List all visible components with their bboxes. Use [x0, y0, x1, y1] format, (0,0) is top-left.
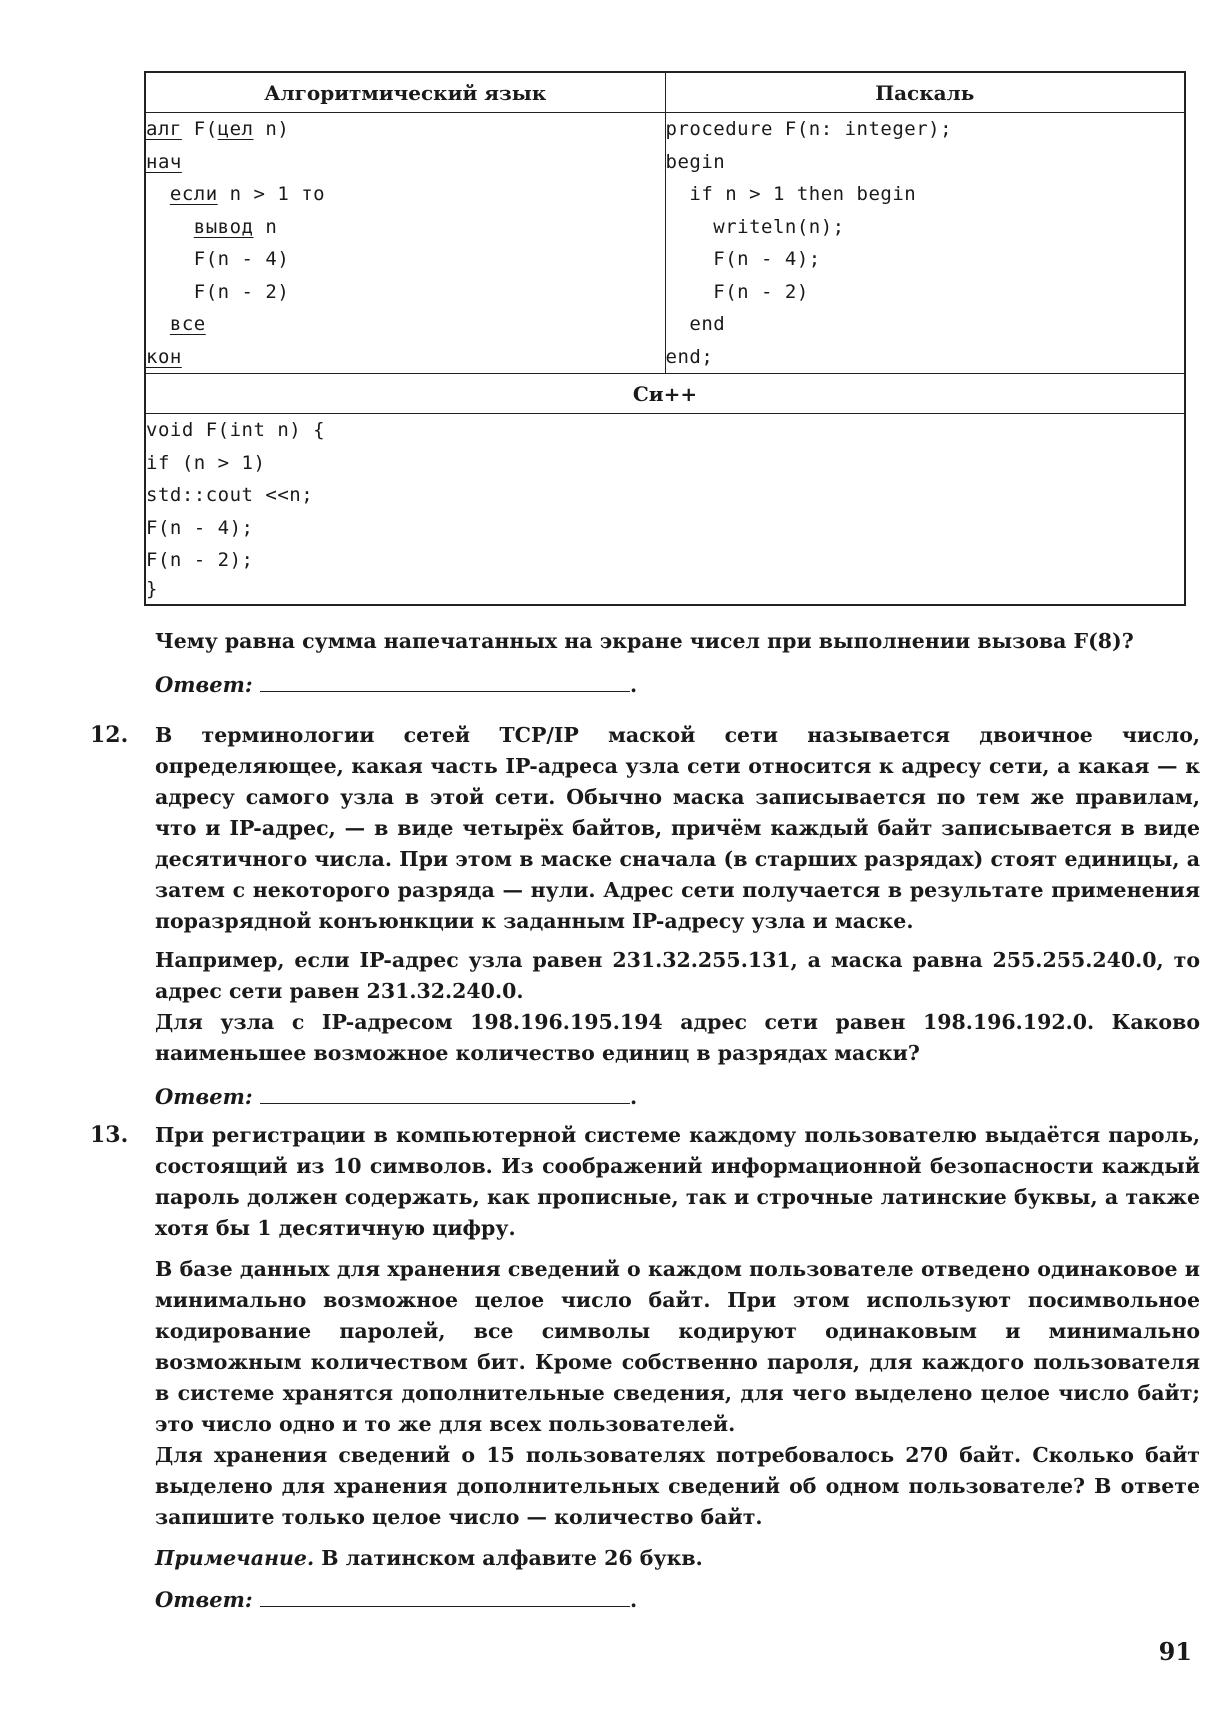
cpp-line: } — [146, 577, 158, 600]
task13-block — [155, 1120, 1200, 1616]
header-cpp: Си++ — [145, 374, 1185, 414]
task13-paragraph: В базе данных для хранения сведений о каждом пользователе отведено одинаковое и минимально возможное целое число байт. При этом используют посимвольное кодирование паролей, все символы кодируют одинаковым и минимально возможным количеством бит. Кроме собственно пароля, для каждого пользователя в системе хранятся дополнительные сведения, для чего выделено целое число байт; это число одно и то же для всех пользователей. — [155, 1257, 1200, 1436]
task12-paragraph: Например, если IP-адрес узла равен 231.32.255.131, а маска равна 255.255.240.0, то адрес сети равен 231.32.240.0. — [155, 948, 1200, 1003]
task13-paragraph: При регистрации в компьютерной системе каждому пользователю выдаётся пароль, состоящий из 10 символов. Из соображений информационной безопасности каждый пароль должен содержать, как прописные, так и строчные латинские буквы, а также хотя бы 1 десятичную цифру. — [155, 1123, 1200, 1240]
answer-field[interactable] — [260, 673, 630, 692]
alg-code-cell — [145, 113, 665, 374]
pascal-line: procedure F(n: integer); — [665, 118, 953, 140]
task13-note — [155, 1543, 1200, 1574]
task12-number: 12. — [90, 722, 129, 748]
header-pascal: Паскаль — [665, 72, 1185, 113]
answer-label: Ответ — [155, 1587, 245, 1612]
alg-line: все — [169, 313, 206, 335]
alg-line: если n > 1 то — [169, 183, 326, 205]
task12-answer-row: Ответ: . — [155, 1084, 638, 1109]
pascal-line: F(n - 4); — [665, 248, 821, 270]
alg-line: кон — [146, 345, 182, 368]
alg-line: F(n - 4) — [193, 248, 290, 270]
answer-label: Ответ — [155, 672, 245, 697]
cpp-line: std::cout <<n; — [146, 484, 314, 506]
alg-line: F(n - 2) — [193, 280, 290, 303]
pascal-line: begin — [665, 150, 726, 173]
note-label: Примечание. — [155, 1546, 315, 1570]
cpp-line: F(n - 4); — [146, 516, 254, 539]
task13-number: 13. — [90, 1122, 129, 1148]
cpp-code-cell — [145, 414, 1185, 606]
alg-line: алг F(цел n) — [146, 118, 290, 140]
code-table — [144, 71, 1186, 606]
pascal-line: end; — [665, 345, 714, 368]
task11-question: Чему равна сумма напечатанных на экране чисел при выполнении вызова F(8)? — [155, 629, 1134, 653]
pascal-line: end — [665, 313, 726, 335]
task11-question-block — [155, 626, 1200, 701]
note-text: В латинском алфавите 26 букв. — [314, 1546, 703, 1570]
answer-label: Ответ — [155, 1084, 245, 1109]
page-number: 91 — [1158, 1637, 1192, 1666]
task13-paragraph: Для хранения сведений о 15 пользователях потребовалось 270 байт. Сколько байт выделено для хранения дополнительных сведений об одном пользователе? В ответе запишите только целое число — количество байт. — [155, 1443, 1200, 1529]
cpp-line: void F(int n) { — [146, 419, 326, 441]
answer-field[interactable] — [260, 1588, 630, 1607]
alg-line: нач — [146, 150, 182, 173]
task11-answer-row: Ответ: . — [155, 672, 638, 697]
task12-block — [155, 720, 1200, 1113]
pascal-line: if n > 1 then begin — [665, 183, 917, 205]
task13-answer-row: Ответ: . — [155, 1587, 638, 1612]
header-alg: Алгоритмический язык — [145, 72, 665, 113]
task12-paragraph: Для узла с IP-адресом 198.196.195.194 адрес сети равен 198.196.192.0. Каково наименьшее возможное количество единиц в разрядах маски? — [155, 1010, 1200, 1065]
cpp-line: if (n > 1) — [146, 451, 266, 474]
alg-line: вывод n — [193, 215, 278, 238]
pascal-line: F(n - 2) — [665, 280, 809, 303]
cpp-line: F(n - 2); — [146, 549, 254, 571]
answer-field[interactable] — [260, 1085, 630, 1104]
pascal-code-cell — [665, 113, 1185, 374]
task12-paragraph: В терминологии сетей TCP/IP маской сети называется двоичное число, определяющее, какая часть IP-адреса узла сети относится к адресу сети, а какая — к адресу самого узла в этой сети. Обычно маска записывается по тем же правилам, что и IP-адрес, — в виде четырёх байтов, причём каждый байт записывается в виде десятичного числа. При этом в маске сначала (в старших разрядах) стоят единицы, а затем с некоторого разряда — нули. Адрес сети получается в результате применения поразрядной конъюнкции к заданным IP-адресу узла и маске. — [155, 723, 1200, 933]
pascal-line: writeln(n); — [665, 215, 845, 238]
